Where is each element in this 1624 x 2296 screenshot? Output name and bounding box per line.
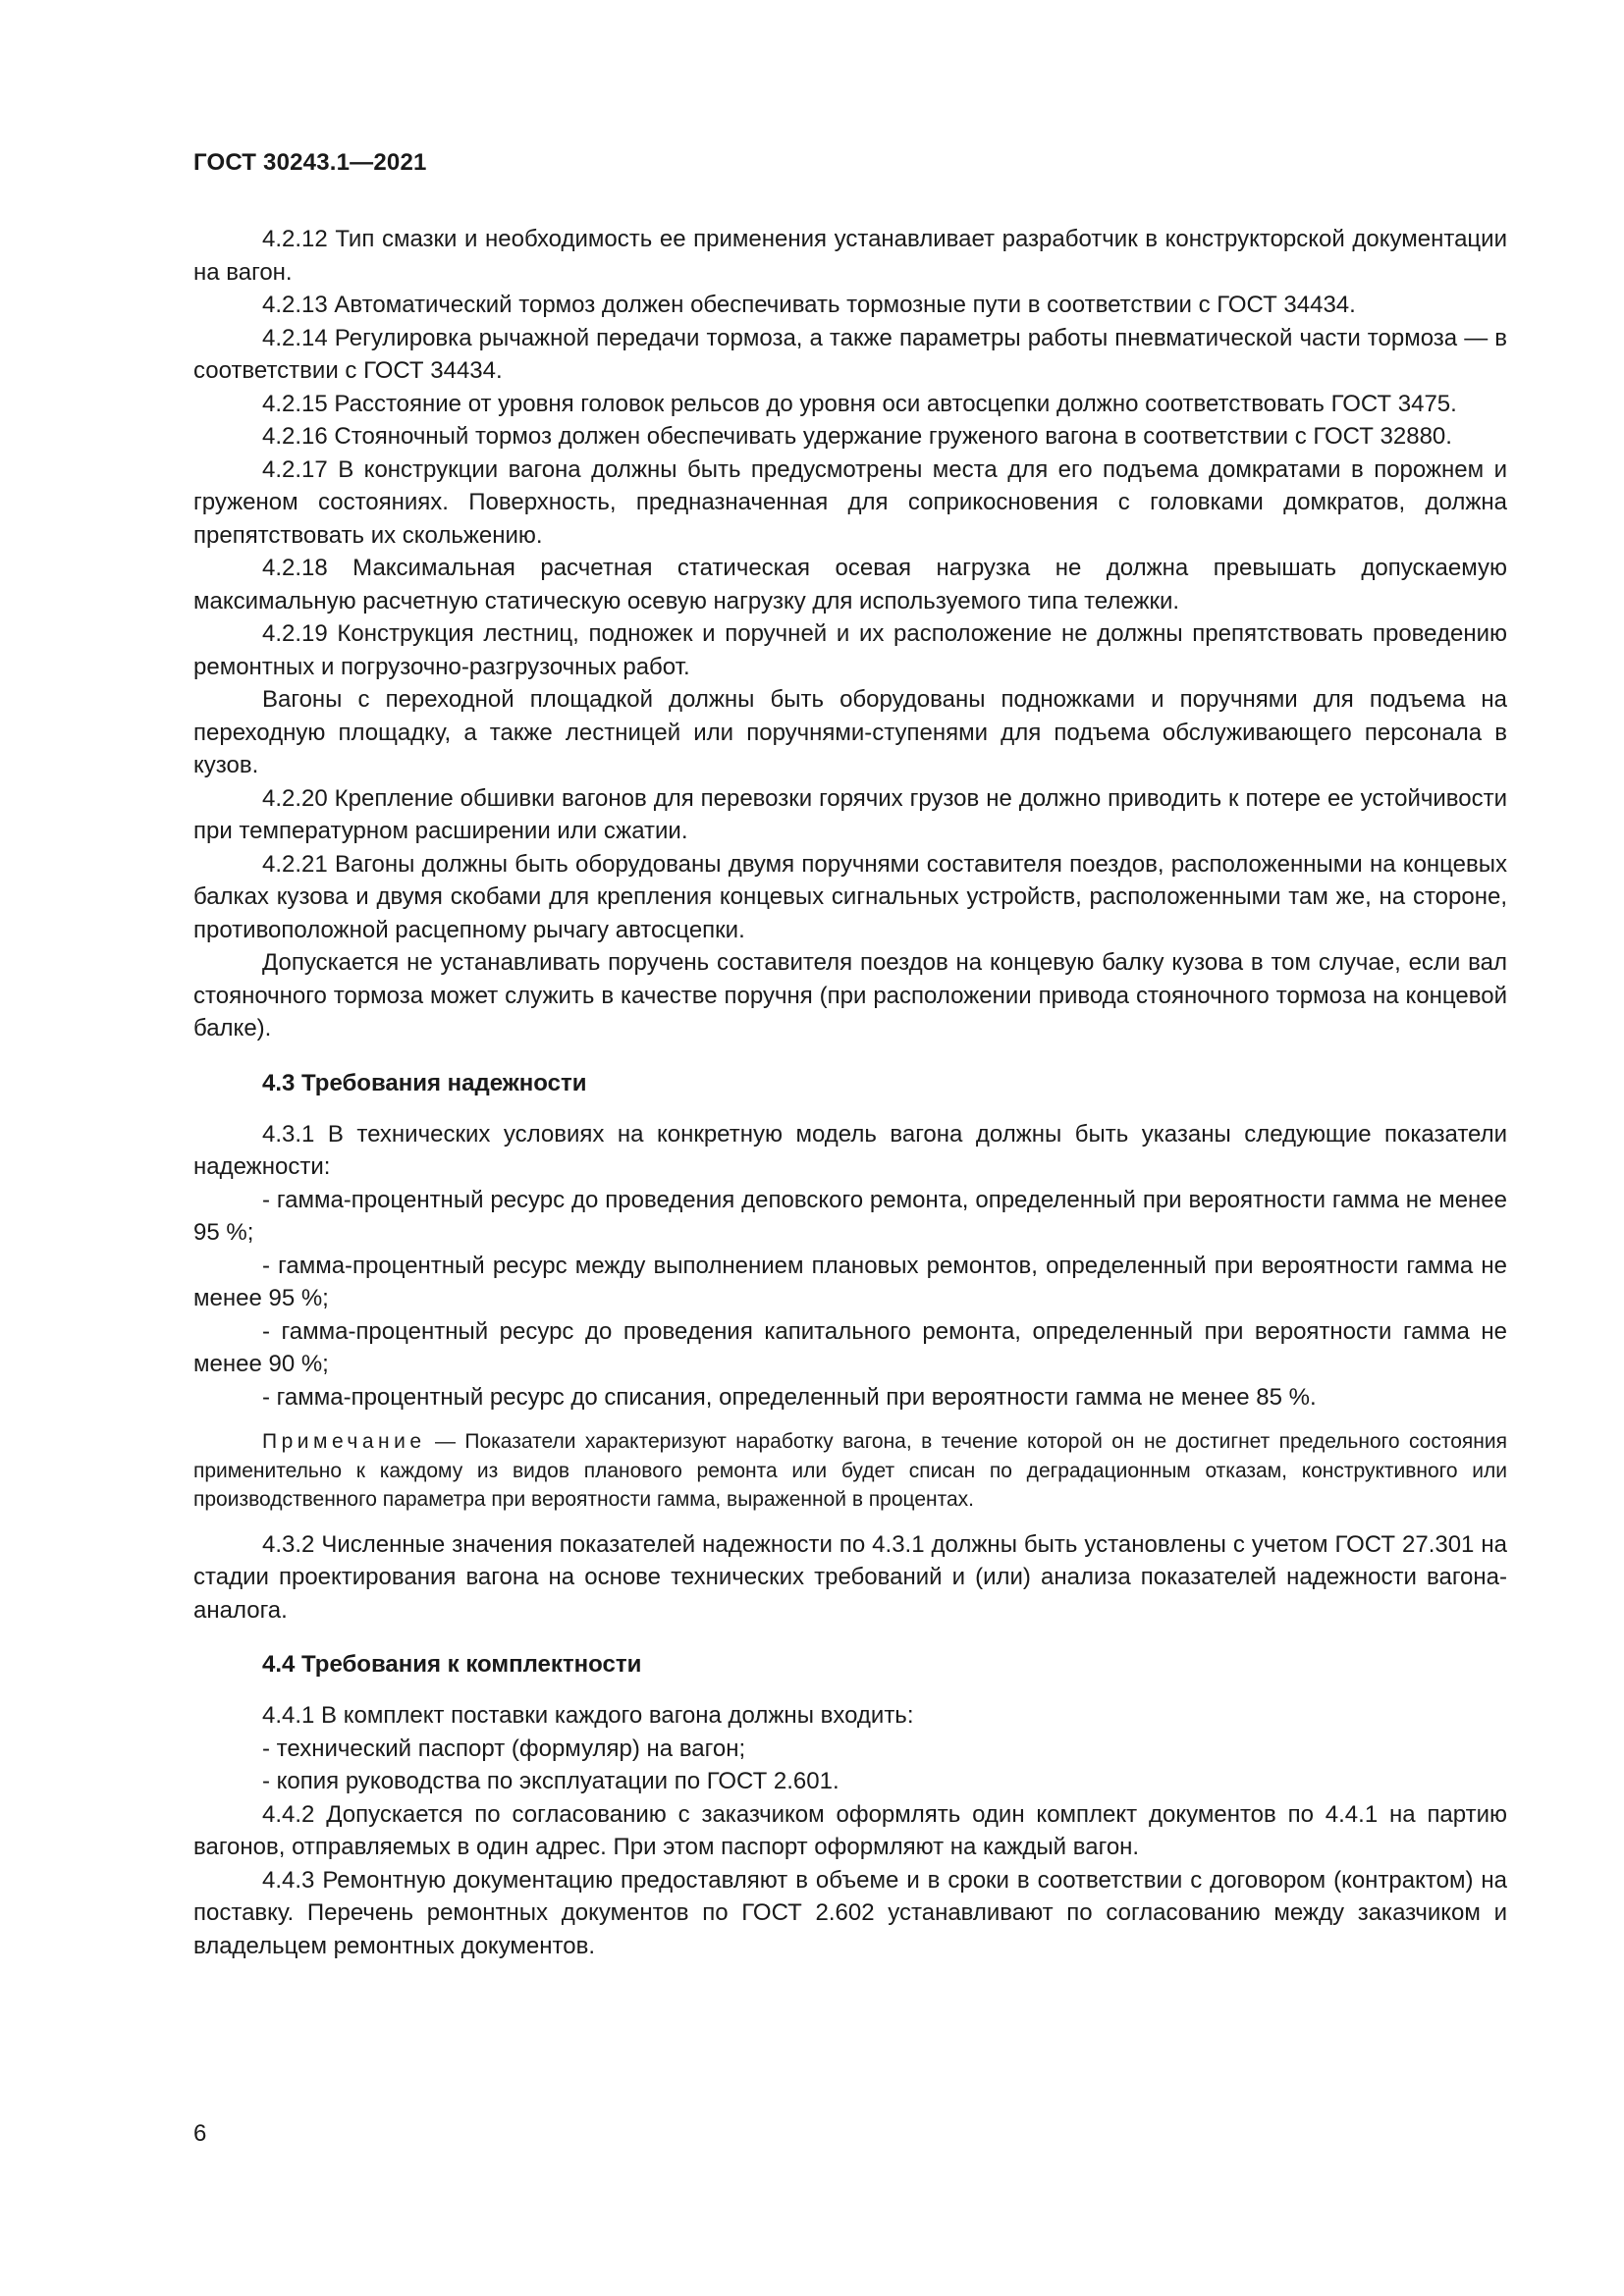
list-item: - гамма-процентный ресурс между выполнением плановых ремонтов, определенный при вероятности гамма не менее 95 %; (193, 1252, 1507, 1311)
paragraph: 4.2.17 В конструкции вагона должны быть предусмотрены места для его подъема домкратами в порожнем и груженом состояниях. Поверхность, предназначенная для соприкосновения с головками домкратов, должна препятствовать их скольжению. (193, 455, 1507, 549)
list-item: - гамма-процентный ресурс до проведения деповского ремонта, определенный при вероятности гамма не менее 95 %; (193, 1186, 1507, 1246)
paragraph: 4.2.18 Максимальная расчетная статическая осевая нагрузка не должна превышать допускаемую максимальную расчетную статическую осевую нагрузку для используемого типа тележки. (193, 555, 1507, 614)
note-paragraph (193, 1427, 1507, 1515)
paragraph: 4.2.14 Регулировка рычажной передачи тормоза, а также параметры работы пневматической части тормоза — в соответствии с ГОСТ 34434. (193, 324, 1507, 384)
note-text: — Показатели характеризуют наработку вагона, в течение которой он не достигнет предельного состояния применительно к каждому из видов планового ремонта или будет списан по деградационным отказам, конструктивного или производственного параметра при вероятности гамма, выраженной в процентах. (193, 1430, 1507, 1511)
paragraph: 4.3.2 Численные значения показателей надежности по 4.3.1 должны быть установлены с учетом ГОСТ 27.301 на стадии проектирования вагона на основе технических требований и (или) анализа показателей надежности вагона-аналога. (193, 1530, 1507, 1624)
list-item: - гамма-процентный ресурс до проведения капитального ремонта, определенный при вероятности гамма не менее 90 %; (193, 1317, 1507, 1377)
list-item: - технический паспорт (формуляр) на вагон; (262, 1735, 746, 1762)
paragraph: 4.2.21 Вагоны должны быть оборудованы двумя поручнями составителя поездов, расположенными на концевых балках кузова и двумя скобами для крепления концевых сигнальных устройств, расположенными там же, на стороне, противоположной расцепному рычагу автосцепки. (193, 850, 1507, 943)
paragraph: 4.2.13 Автоматический тормоз должен обеспечивать тормозные пути в соответствии с ГОСТ 34434. (262, 292, 1356, 318)
section-heading: 4.4 Требования к комплектности (262, 1651, 642, 1678)
paragraph: 4.4.1 В комплект поставки каждого вагона должны входить: (262, 1702, 914, 1729)
paragraph: Допускается не устанавливать поручень составителя поездов на концевую балку кузова в том случае, если вал стояночного тормоза может служить в качестве поручня (при расположении привода стояночного тормоза на концевой балке). (193, 949, 1507, 1041)
page-number: 6 (193, 2120, 207, 2147)
document-header: ГОСТ 30243.1—2021 (193, 149, 427, 176)
paragraph: 4.2.12 Тип смазки и необходимость ее применения устанавливает разработчик в конструкторской документации на вагон. (193, 226, 1507, 286)
section-heading: 4.3 Требования надежности (262, 1069, 587, 1096)
paragraph: 4.3.1 В технических условиях на конкретную модель вагона должны быть указаны следующие показатели надежности: (193, 1120, 1507, 1180)
note-label: Примечание (262, 1430, 426, 1453)
paragraph: 4.4.2 Допускается по согласованию с заказчиком оформлять один комплект документов по 4.4.1 на партию вагонов, отправляемых в один адрес. При этом паспорт оформляют на каждый вагон. (193, 1800, 1507, 1860)
paragraph: 4.2.16 Стояночный тормоз должен обеспечивать удержание груженого вагона в соответствии с ГОСТ 32880. (262, 423, 1452, 450)
paragraph: 4.2.15 Расстояние от уровня головок рельсов до уровня оси автосцепки должно соответствовать ГОСТ 3475. (262, 390, 1457, 417)
paragraph: 4.4.3 Ремонтную документацию предоставляют в объеме и в сроки в соответствии с договором (контрактом) на поставку. Перечень ремонтных документов по ГОСТ 2.602 устанавливают по согласованию между заказчиком и владельцем ремонтных документов. (193, 1866, 1507, 1959)
paragraph: Вагоны с переходной площадкой должны быть оборудованы подножками и поручнями для подъема на переходную площадку, а также лестницей или поручнями-ступенями для подъема обслуживающего персонала в кузов. (193, 686, 1507, 778)
paragraph: 4.2.19 Конструкция лестниц, подножек и поручней и их расположение не должны препятствовать проведению ремонтных и погрузочно-разгрузочных работ. (193, 620, 1507, 680)
paragraph: 4.2.20 Крепление обшивки вагонов для перевозки горячих грузов не должно приводить к потере ее устойчивости при температурном расширении или сжатии. (193, 784, 1507, 844)
list-item: - гамма-процентный ресурс до списания, определенный при вероятности гамма не менее 85 %. (262, 1383, 1317, 1411)
list-item: - копия руководства по эксплуатации по ГОСТ 2.601. (262, 1768, 839, 1794)
document-body (193, 223, 1507, 1962)
